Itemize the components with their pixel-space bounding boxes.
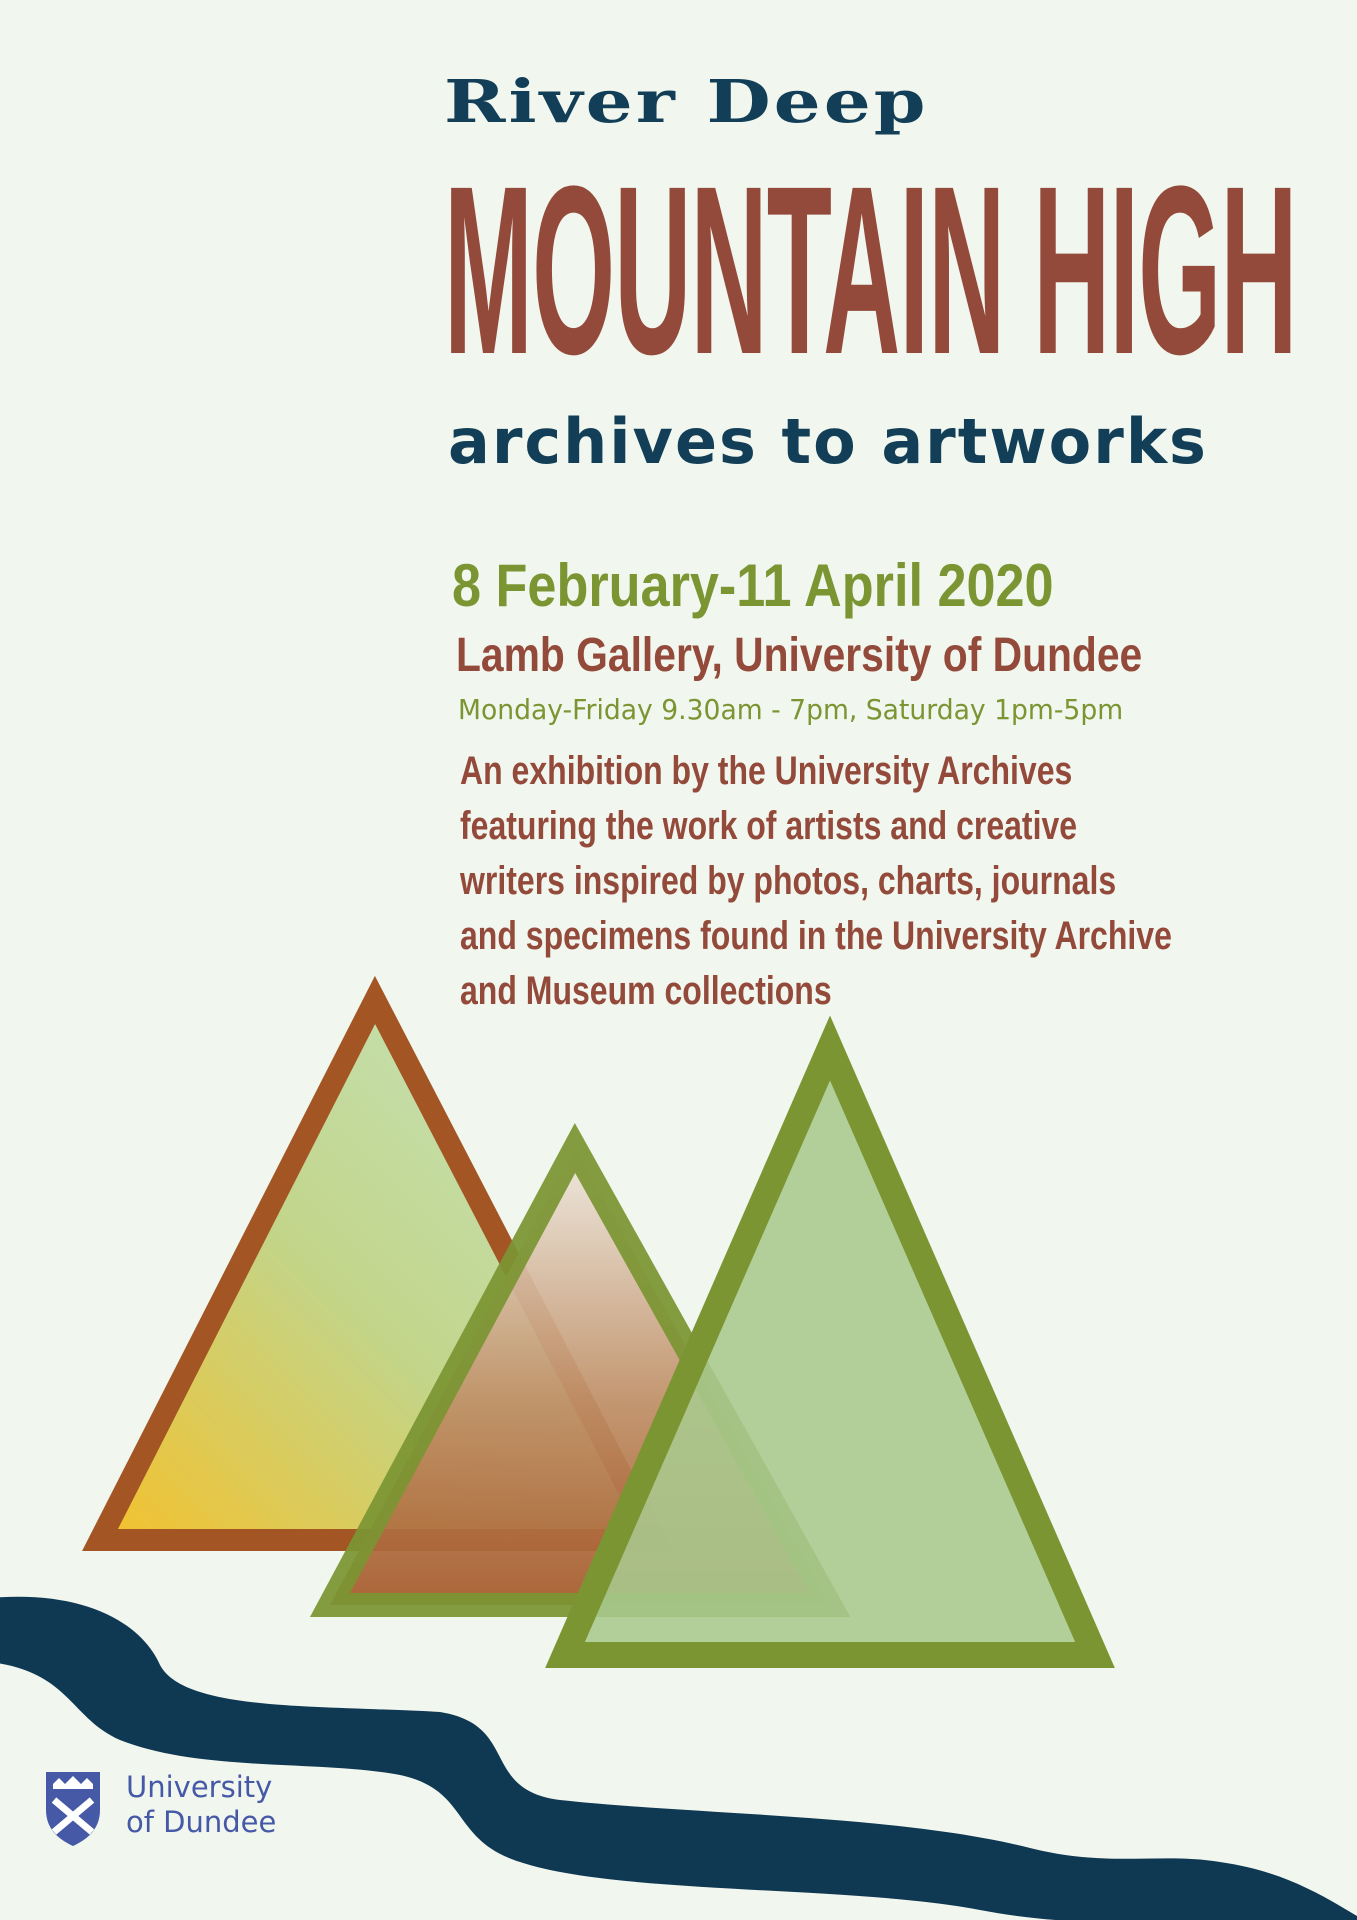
exhibition-dates: 8 February-11 April 2020: [452, 552, 1054, 619]
description-line: An exhibition by the University Archives: [460, 749, 1073, 793]
logo-line-2: of Dundee: [126, 1805, 277, 1839]
description-line: and Museum collections: [460, 969, 832, 1013]
description-line: writers inspired by photos, charts, journals: [460, 859, 1117, 903]
university-crest-icon: [44, 1770, 102, 1848]
description: [460, 744, 1172, 1019]
logo-wordmark: [126, 1770, 276, 1840]
venue: Lamb Gallery, University of Dundee: [456, 629, 1143, 682]
logo-line-1: University: [126, 1770, 273, 1804]
subtitle: archives to artworks: [448, 405, 1208, 478]
title-river-deep: River Deep: [444, 67, 929, 137]
description-line: featuring the work of artists and creative: [460, 804, 1078, 848]
university-logo: [44, 1770, 304, 1842]
title-mountain-high: MOUNTAIN HIGH: [444, 136, 1297, 404]
description-line: and specimens found in the University Archive: [460, 914, 1172, 958]
opening-hours: Monday-Friday 9.30am - 7pm, Saturday 1pm-5pm: [458, 693, 1124, 726]
